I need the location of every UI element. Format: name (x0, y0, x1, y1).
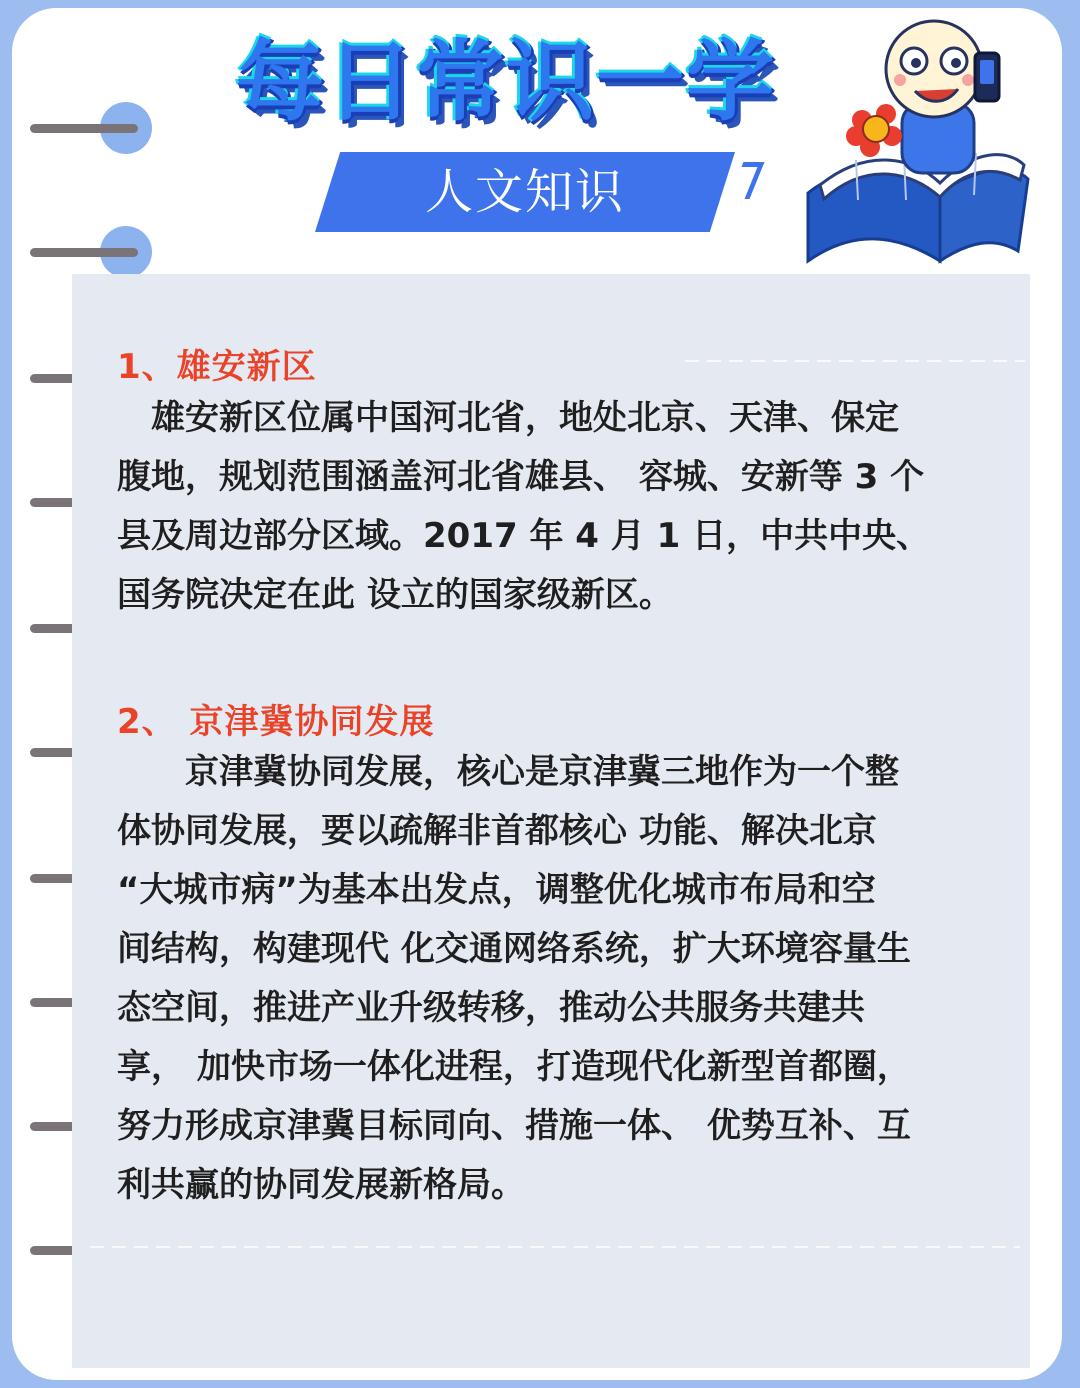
dotted-divider (685, 360, 1025, 362)
page-title: 每日常识一学 (236, 30, 777, 133)
paragraph-line: “大城市病”为基本出发点，调整优化城市布局和空 (117, 870, 876, 910)
paragraph-line: 享， 加快市场一体化进程，打造现代化新型首都圈， (117, 1047, 911, 1087)
paragraph-line: 体协同发展，要以疏解非首都核心 功能、解决北京 (117, 811, 877, 851)
mascot-illustration (800, 15, 1036, 265)
paragraph-line: 雄安新区位属中国河北省，地处北京、天津、保定 (117, 398, 899, 438)
section-title-xiongan: 1、雄安新区 (117, 347, 317, 387)
section-body-xiongan (117, 389, 981, 625)
binding-bar (30, 248, 138, 257)
paragraph-line: 国务院决定在此 设立的国家级新区。 (117, 575, 673, 615)
paragraph-line: 态空间，推进产业升级转移，推动公共服务共建共 (117, 988, 865, 1028)
phone-icon (975, 53, 999, 101)
paragraph-line: 京津冀协同发展，核心是京津冀三地作为一个整 (117, 752, 899, 792)
flower-icon (846, 104, 902, 157)
section-title-jingjinji: 2、 京津冀协同发展 (117, 702, 435, 742)
paragraph-line: 利共赢的协同发展新格局。 (117, 1165, 525, 1205)
paragraph-line: 县及周边部分区域。2017 年 4 月 1 日，中共中央、 (117, 516, 931, 556)
paragraph-line: 努力形成京津冀目标同向、措施一体、 优势互补、互 (117, 1106, 911, 1146)
paragraph-line: 间结构，构建现代 化交通网络系统，扩大环境容量生 (117, 929, 911, 969)
subtitle-text: 人文知识 (424, 164, 625, 220)
section-body-jingjinji (117, 743, 981, 1215)
dotted-divider (90, 1246, 1020, 1248)
paragraph-line: 腹地，规划范围涵盖河北省雄县、 容城、安新等 3 个 (117, 457, 925, 497)
mascot-body (886, 21, 982, 173)
binding-bar (30, 124, 138, 133)
